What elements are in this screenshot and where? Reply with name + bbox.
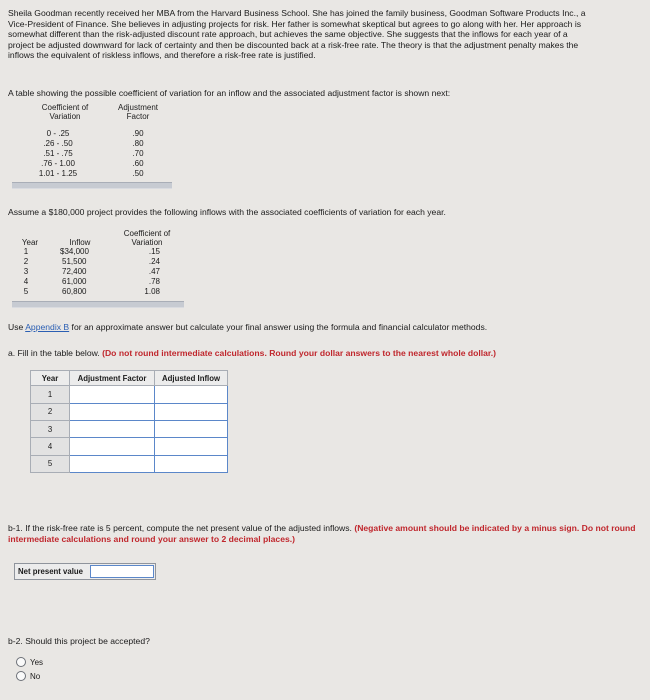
radio-label: No — [30, 671, 41, 681]
part-b2-question: b-2. Should this project be accepted? — [8, 636, 150, 646]
adjustment-factor-column-header: Adjustment Factor — [70, 371, 155, 386]
adjusted-inflow-input[interactable] — [155, 403, 228, 420]
cov-range: .51 - .75 — [43, 149, 73, 158]
table-row — [18, 247, 198, 257]
part-b1-instruction — [8, 523, 644, 545]
part-a-instruction — [8, 348, 496, 358]
appendix-instruction — [8, 322, 487, 332]
cov-range: .76 - 1.00 — [41, 159, 75, 168]
intro-line: Vice-President of Finance. She believes in adjusting projects for risk. Her father is somewhat skeptical but agrees to go along with her. Her approach is — [8, 18, 582, 29]
cov-header — [20, 103, 110, 121]
table-row — [20, 169, 240, 179]
cov-header — [116, 229, 178, 247]
cov-range: 1.01 - 1.25 — [38, 169, 78, 178]
year-cell: 1 — [31, 386, 70, 403]
part-a-rounding-note: (Do not round intermediate calculations. Round your dollar answers to the nearest whole dollar.) — [102, 348, 497, 358]
year-cell: 4 — [23, 277, 29, 286]
intro-line: somewhat different than the risk-adjusted discount rate approach, but achieves the same objective. She suggests that the inflows for each year of a — [8, 29, 568, 40]
radio-button[interactable] — [16, 657, 26, 667]
year-cell: 2 — [31, 403, 70, 420]
inflow-cell: 72,400 — [62, 267, 87, 276]
table-row — [20, 149, 240, 159]
answer-row — [31, 386, 228, 403]
adjusted-inflow-input[interactable] — [155, 420, 228, 437]
adjustment-factor-input[interactable] — [70, 403, 155, 420]
table-row — [18, 287, 198, 297]
radio-option-yes[interactable] — [16, 657, 43, 667]
cov-cell: .24 — [148, 257, 160, 266]
part-b1-text: b-1. If the risk-free rate is 5 percent, compute the net present value of the adjusted inflows. — [8, 523, 355, 533]
answer-row — [31, 403, 228, 420]
header-line: Variation — [49, 112, 81, 121]
table-row — [20, 159, 240, 169]
adjusted-inflow-column-header: Adjusted Inflow — [155, 371, 228, 386]
intro-line: inflows the equivalent of riskless inflows, and therefore a risk-free rate is justified. — [8, 50, 316, 61]
cov-range: 0 - .25 — [46, 129, 70, 138]
header-line: Variation — [131, 238, 163, 247]
year-cell: 1 — [23, 247, 29, 256]
instruction-text: Use — [8, 322, 26, 332]
answer-row — [31, 455, 228, 472]
header-line: Adjustment — [117, 103, 159, 112]
inflow-cell: 61,000 — [62, 277, 87, 286]
adjustment-factor-input[interactable] — [70, 386, 155, 403]
year-cell: 2 — [23, 257, 29, 266]
factor-header — [108, 103, 168, 121]
adjusted-inflow-input[interactable] — [155, 455, 228, 472]
year-cell: 5 — [31, 455, 70, 472]
adjustment-factor: .50 — [132, 169, 144, 178]
adjusted-inflow-answer-table — [30, 370, 228, 473]
adjustment-factor-input[interactable] — [70, 420, 155, 437]
npv-label: Net present value — [18, 567, 83, 576]
adjustment-factor: .80 — [132, 139, 144, 148]
header-line: Factor — [126, 112, 150, 121]
cov-cell: .78 — [148, 277, 160, 286]
radio-label: Yes — [30, 657, 44, 667]
year-column-header: Year — [31, 371, 70, 386]
table-row — [18, 277, 198, 287]
answer-row — [31, 438, 228, 455]
header-line: Coefficient of — [123, 229, 171, 238]
cov-range: .26 - .50 — [43, 139, 73, 148]
inflow-cell: 51,500 — [62, 257, 87, 266]
npv-answer-box — [14, 563, 156, 580]
adjusted-inflow-input[interactable] — [155, 438, 228, 455]
npv-input[interactable] — [90, 565, 154, 578]
year-cell: 5 — [23, 287, 29, 296]
instruction-text: for an approximate answer but calculate your final answer using the formula and financial calculator methods. — [69, 322, 488, 332]
year-header: Year — [21, 238, 39, 247]
year-cell: 4 — [31, 438, 70, 455]
intro-line: project be adjusted downward for lack of certainty and then be discounted back at a risk-free rate. The theory is that the adjustment penalty makes the — [8, 39, 579, 50]
radio-button[interactable] — [16, 671, 26, 681]
answer-header-row — [31, 371, 228, 386]
answer-row — [31, 420, 228, 437]
part-b1-rounding-note: (Negative amount should be indicated by a minus sign. Do not round intermediate calculations and round your answer to 2 decimal places.) — [8, 523, 636, 544]
table1-caption: A table showing the possible coefficient of variation for an inflow and the associated adjustment factor is shown next: — [8, 88, 451, 98]
inflow-header: Inflow — [69, 238, 91, 247]
table-row — [18, 257, 198, 267]
year-cell: 3 — [23, 267, 29, 276]
part-a-text: a. Fill in the table below. — [8, 348, 103, 358]
adjustment-factor: .90 — [132, 129, 144, 138]
table-row — [20, 139, 240, 149]
problem-intro — [8, 8, 644, 61]
table-divider — [12, 301, 184, 308]
adjustment-factor-input[interactable] — [70, 438, 155, 455]
adjusted-inflow-input[interactable] — [155, 386, 228, 403]
table2-caption: Assume a $180,000 project provides the following inflows with the associated coefficients of variation for each year. — [8, 207, 446, 217]
adjustment-factor: .70 — [132, 149, 144, 158]
radio-option-no[interactable] — [16, 671, 40, 681]
cov-cell: .47 — [148, 267, 160, 276]
intro-line: Sheila Goodman recently received her MBA from the Harvard Business School. She has joined the family business, Goodman Software Products Inc., a — [8, 8, 586, 18]
inflow-cell: $34,000 — [60, 247, 89, 256]
table-row — [18, 267, 198, 277]
appendix-b-link[interactable]: Appendix B — [25, 322, 70, 332]
table-row — [20, 129, 240, 139]
adjustment-factor-input[interactable] — [70, 455, 155, 472]
cov-cell: 1.08 — [144, 287, 160, 296]
table-divider — [12, 182, 172, 189]
header-line: Coefficient of — [41, 103, 89, 112]
inflow-cell: 60,800 — [62, 287, 87, 296]
adjustment-factor: .60 — [132, 159, 144, 168]
year-cell: 3 — [31, 420, 70, 437]
cov-cell: .15 — [148, 247, 160, 256]
